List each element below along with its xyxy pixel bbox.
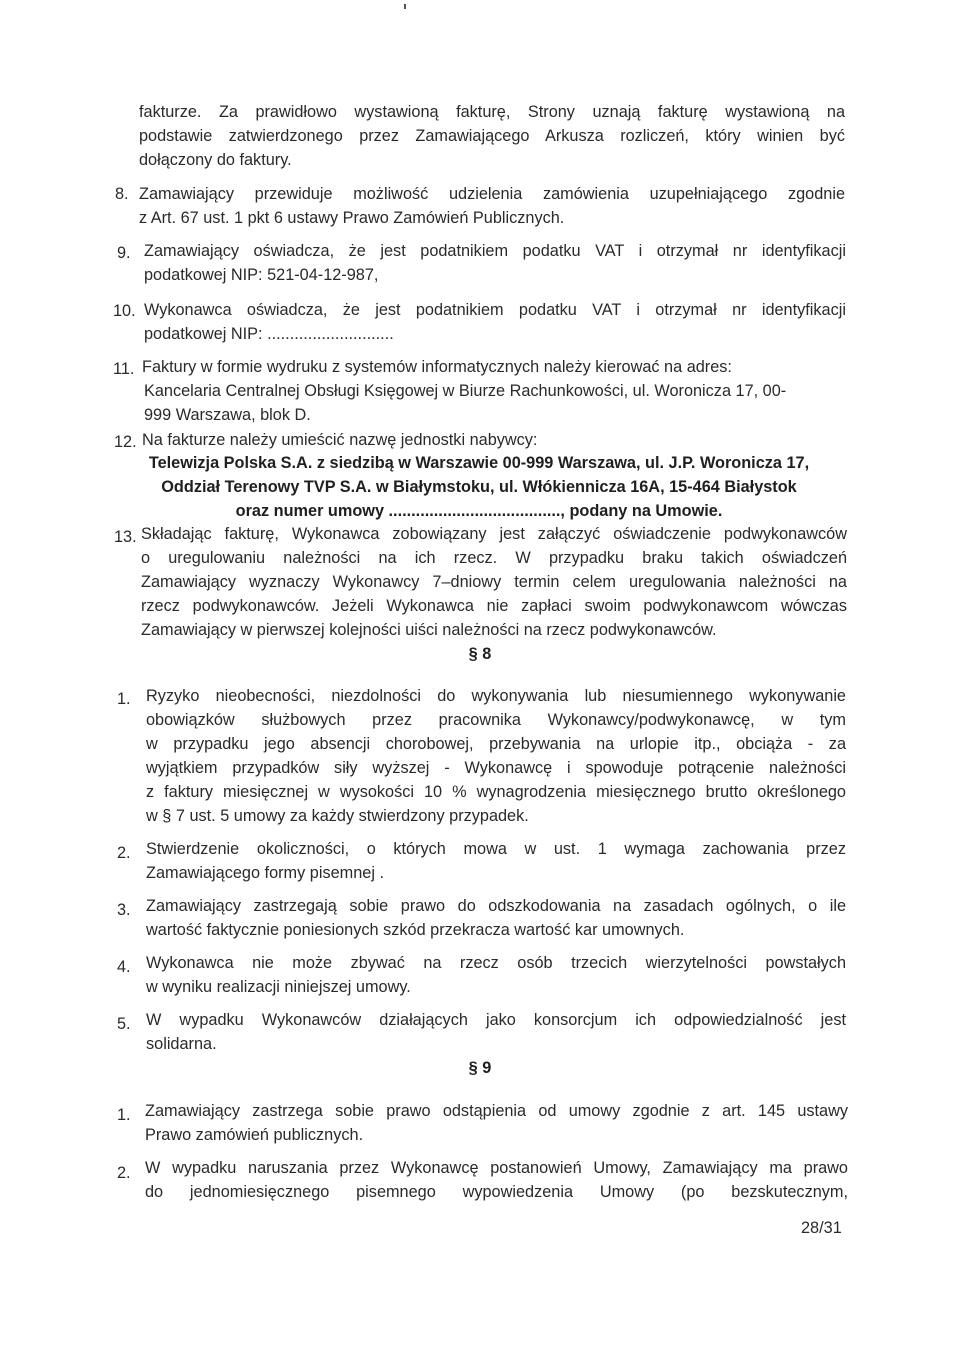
item-13-line-2: o uregulowaniu należności na ich rzecz. W przypadku braku takich oświadczeń bbox=[141, 549, 847, 567]
s8-p1-number: 1. bbox=[117, 690, 131, 708]
item-11-line-2: Kancelaria Centralnej Obsługi Księgowej w Biurze Rachunkowości, ul. Woronicza 17, 00- bbox=[144, 382, 787, 400]
s9-p2-line-1: W wypadku naruszania przez Wykonawcę postanowień Umowy, Zamawiający ma prawo bbox=[145, 1159, 848, 1177]
buyer-name-line-2: Oddział Terenowy TVP S.A. w Białymstoku, ul. Włókiennicza 16A, 15-464 Białystok bbox=[161, 478, 797, 496]
item-13-line-4: rzecz podwykonawców. Jeżeli Wykonawca nie zapłaci swoim podwykonawcom wówczas bbox=[141, 597, 847, 615]
item-10-line-2: podatkowej NIP: ............................ bbox=[144, 325, 394, 343]
buyer-name-line-3: oraz numer umowy ......................................, podany na Umowie. bbox=[235, 502, 723, 520]
buyer-name-line-1: Telewizja Polska S.A. z siedzibą w Warszawie 00-999 Warszawa, ul. J.P. Woronicza 17, bbox=[148, 454, 810, 472]
s9-p2-line-2: do jednomiesięcznego pisemnego wypowiedzenia Umowy (po bezskutecznym, bbox=[145, 1183, 848, 1201]
s9-p2-number: 2. bbox=[117, 1164, 131, 1182]
intro-line-1: fakturze. Za prawidłowo wystawioną fakturę, Strony uznają fakturę wystawioną na bbox=[139, 103, 845, 121]
item-8-number: 8. bbox=[115, 185, 129, 203]
s8-p4-number: 4. bbox=[117, 958, 131, 976]
item-11-line-1: Faktury w formie wydruku z systemów informatycznych należy kierować na adres: bbox=[142, 358, 732, 376]
s8-p3-line-2: wartość faktycznie poniesionych szkód przekracza wartość kar umownych. bbox=[146, 921, 685, 939]
s8-p2-line-1: Stwierdzenie okoliczności, o których mowa w ust. 1 wymaga zachowania przez bbox=[146, 840, 846, 858]
s8-p1-line-6: w § 7 ust. 5 umowy za każdy stwierdzony przypadek. bbox=[146, 807, 529, 825]
section-9-heading: § 9 bbox=[468, 1059, 492, 1077]
s8-p1-line-4: wyjątkiem przypadków siły wyższej - Wykonawcę i spowoduje potrącenie należności bbox=[146, 759, 846, 777]
item-8-line-2: z Art. 67 ust. 1 pkt 6 ustawy Prawo Zamówień Publicznych. bbox=[139, 209, 565, 227]
item-11-line-3: 999 Warszawa, blok D. bbox=[144, 406, 311, 424]
item-10-line-1: Wykonawca oświadcza, że jest podatnikiem podatku VAT i otrzymał nr identyfikacji bbox=[144, 301, 846, 319]
scan-speck bbox=[404, 4, 406, 9]
item-13-number: 13. bbox=[114, 528, 137, 546]
s8-p5-line-2: solidarna. bbox=[146, 1035, 217, 1053]
item-12-line-1: Na fakturze należy umieścić nazwę jednostki nabywcy: bbox=[142, 431, 538, 449]
s8-p1-line-2: obowiązków służbowych przez pracownika Wykonawcy/podwykonawcę, w tym bbox=[146, 711, 846, 729]
s8-p1-line-1: Ryzyko nieobecności, niezdolności do wykonywania lub niesumiennego wykonywanie bbox=[146, 687, 846, 705]
item-9-number: 9. bbox=[117, 244, 131, 262]
item-11-number: 11. bbox=[113, 360, 135, 378]
item-13-line-3: Zamawiający wyznaczy Wykonawcy 7–dniowy termin celem uregulowania należności na bbox=[141, 573, 847, 591]
item-12-number: 12. bbox=[114, 433, 137, 451]
section-8-heading: § 8 bbox=[468, 645, 492, 663]
s8-p4-line-1: Wykonawca nie może zbywać na rzecz osób trzecich wierzytelności powstałych bbox=[146, 954, 846, 972]
s8-p5-number: 5. bbox=[117, 1015, 131, 1033]
s8-p5-line-1: W wypadku Wykonawców działających jako konsorcjum ich odpowiedzialność jest bbox=[146, 1011, 846, 1029]
s9-p1-line-2: Prawo zamówień publicznych. bbox=[145, 1126, 364, 1144]
s8-p2-number: 2. bbox=[117, 844, 131, 862]
item-13-line-1: Składając fakturę, Wykonawca zobowiązany jest załączyć oświadczenie podwykonawców bbox=[141, 525, 847, 543]
item-13-line-5: Zamawiający w pierwszej kolejności uiści należności na rzecz podwykonawców. bbox=[141, 621, 717, 639]
page-number: 28/31 bbox=[801, 1219, 842, 1237]
s9-p1-number: 1. bbox=[117, 1106, 131, 1124]
item-9-line-1: Zamawiający oświadcza, że jest podatnikiem podatku VAT i otrzymał nr identyfikacji bbox=[144, 242, 846, 260]
s8-p3-number: 3. bbox=[117, 901, 131, 919]
item-10-number: 10. bbox=[113, 302, 136, 320]
s8-p2-line-2: Zamawiającego formy pisemnej . bbox=[146, 864, 384, 882]
item-9-line-2: podatkowej NIP: 521-04-12-987, bbox=[144, 266, 379, 284]
s8-p4-line-2: w wyniku realizacji niniejszej umowy. bbox=[146, 978, 411, 996]
intro-line-2: podstawie zatwierdzonego przez Zamawiającego Arkusza rozliczeń, który winien być bbox=[139, 127, 845, 145]
item-8-line-1: Zamawiający przewiduje możliwość udzielenia zamówienia uzupełniającego zgodnie bbox=[139, 185, 845, 203]
s8-p1-line-3: w przypadku jego absencji chorobowej, przebywania na urlopie itp., obciąża - za bbox=[146, 735, 846, 753]
s8-p1-line-5: z faktury miesięcznej w wysokości 10 % wynagrodzenia miesięcznego brutto określonego bbox=[146, 783, 846, 801]
s9-p1-line-1: Zamawiający zastrzega sobie prawo odstąpienia od umowy zgodnie z art. 145 ustawy bbox=[145, 1102, 848, 1120]
s8-p3-line-1: Zamawiający zastrzegają sobie prawo do odszkodowania na zasadach ogólnych, o ile bbox=[146, 897, 846, 915]
intro-line-3: dołączony do faktury. bbox=[139, 151, 292, 169]
